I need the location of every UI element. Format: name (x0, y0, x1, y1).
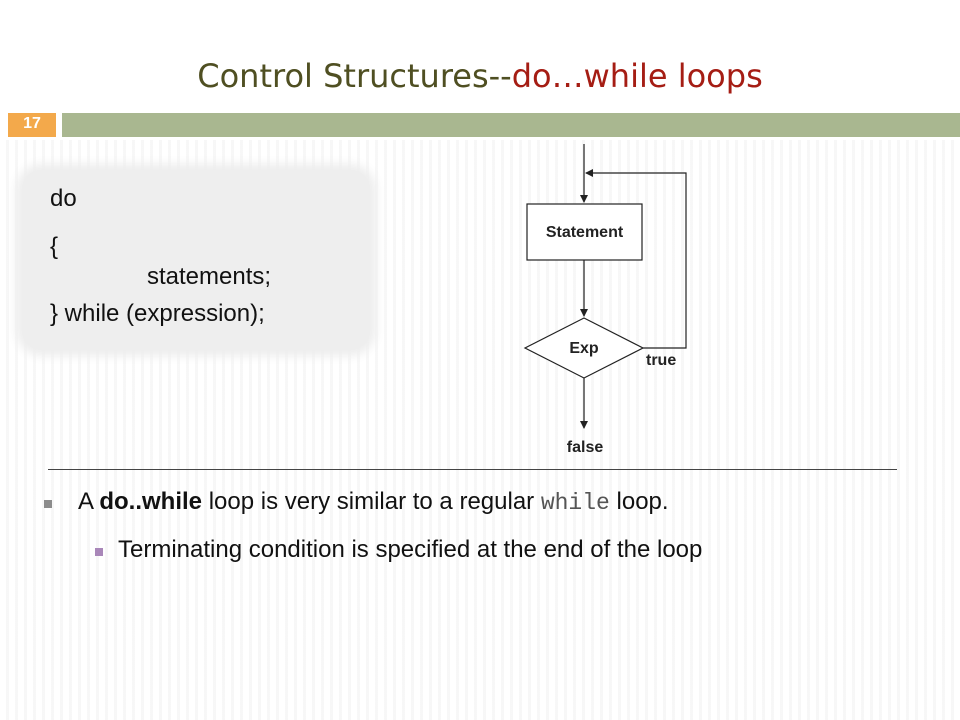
bullet-terminating-condition: Terminating condition is specified at the end of the loop (118, 536, 703, 563)
true-label: true (646, 352, 677, 369)
code-line-do: do (50, 185, 77, 212)
code-line-open-brace: { (50, 233, 59, 260)
code-syntax-box (22, 170, 370, 350)
statement-label: Statement (545, 224, 624, 241)
bullet1-text-a: A (78, 488, 100, 515)
bullet1-keyword: do..while (99, 488, 203, 515)
sub-bullet-square-icon (95, 548, 103, 556)
do-while-flowchart (515, 140, 695, 460)
slide-title (0, 52, 960, 100)
slide-number: 17 (8, 113, 56, 137)
title-highlight: do…while loops (511, 57, 763, 95)
bullet1-text-c: loop. (609, 488, 669, 515)
bullet1-code-while: while (540, 490, 610, 516)
exp-label: Exp (569, 340, 599, 357)
code-line-statements: statements; (147, 263, 272, 290)
title-prefix: Control Structures-- (197, 57, 512, 95)
content-divider (48, 469, 897, 470)
false-label: false (566, 439, 604, 456)
code-line-while: } while (expression); (50, 300, 265, 327)
bullet1-text-b: loop is very similar to a regular (202, 488, 541, 515)
bullet-do-while-description (78, 485, 669, 520)
bullet-square-icon (44, 500, 52, 508)
title-bar (62, 113, 960, 137)
